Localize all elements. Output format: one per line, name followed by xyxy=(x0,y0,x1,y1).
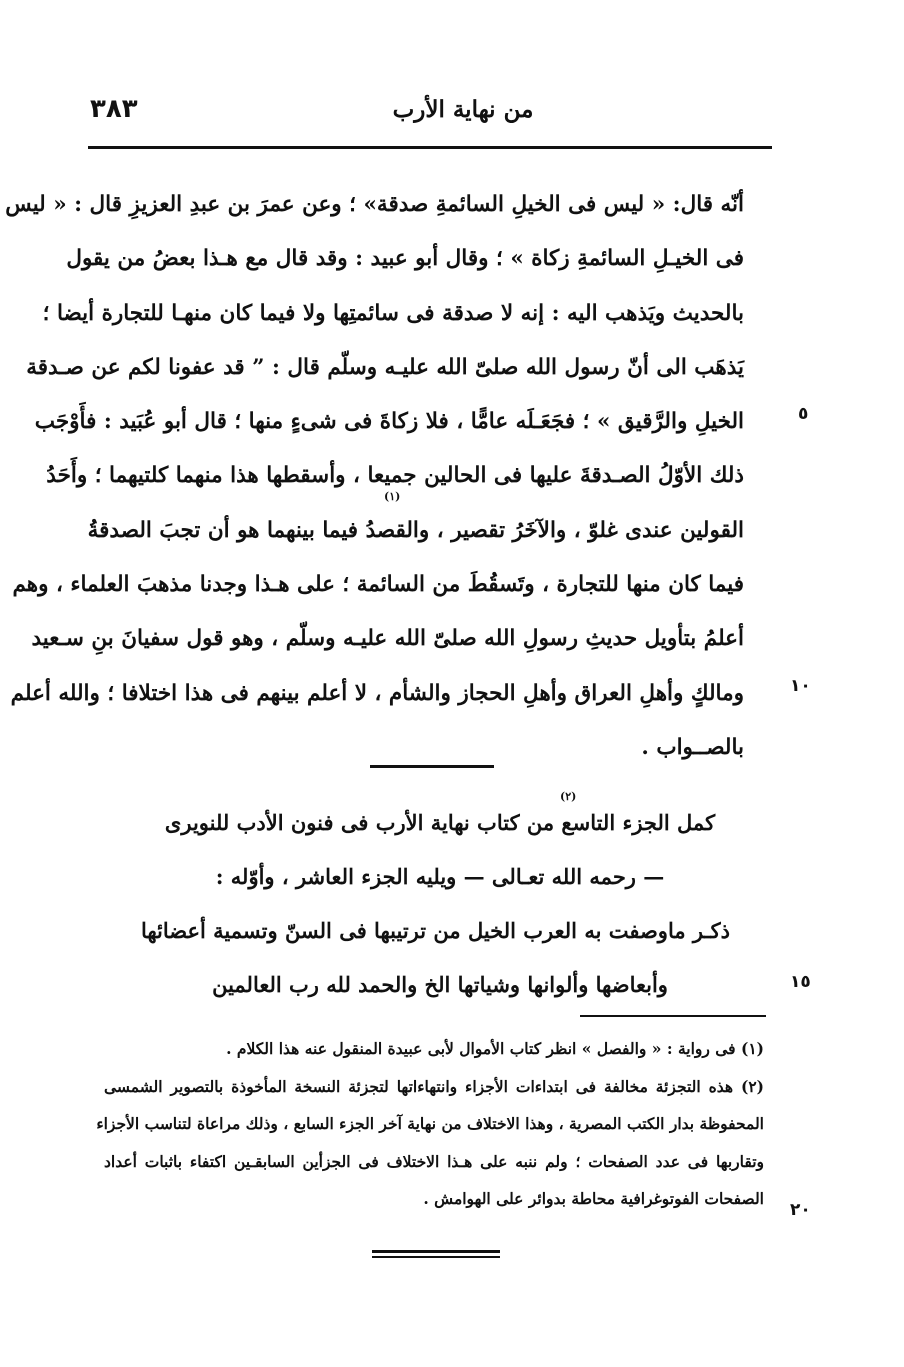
page-header xyxy=(88,92,768,136)
text-line: بالحديث ويَذهب اليه : إنه لا صدقة فى سائمتِها ولا فيما كان منهـا للتجارة أيضا ؛ xyxy=(42,300,744,326)
footnote-line: وتقاربها فى عدد الصفحات ؛ ولم ننبه على هـذا الاختلاف فى الجزأين السابقـين اكتفاء باثبات أعداد xyxy=(104,1151,764,1171)
text-line: بالصــواب . xyxy=(641,734,744,760)
line-number-15: ١٥ xyxy=(790,972,811,992)
line-number-10: ١٠ xyxy=(790,676,811,696)
line-number-5: ٥ xyxy=(798,404,809,424)
footnote-line: (١) فى رواية : « والفصل » انظر كتاب الأموال لأبى عبيدة المنقول عنه هذا الكلام . xyxy=(226,1039,764,1058)
header-rule xyxy=(88,146,772,149)
page-number: ٣٨٣ xyxy=(90,94,138,124)
main-text xyxy=(5,178,744,775)
colophon-line: كمل الجزء التاسع من كتاب نهاية الأرب فى فنون الأدب للنويرى xyxy=(164,810,716,835)
footnote-rule xyxy=(580,1015,766,1017)
footnote-line: (٢) هذه التجزئة مخالفة فى ابتداءات الأجزاء وانتهاءاتها لتجزئة النسخة المأخوذة بالتصوير الشمسى xyxy=(104,1076,764,1096)
colophon-line: وأبعاضها وألوانها وشياتها الخ والحمد لله رب العالمين xyxy=(212,972,668,997)
footnote-line: المحفوظة بدار الكتب المصرية ، وهذا الاختلاف من نهاية آخر الجزء السابع ، وذلك مراعاة لتناسب الأجزاء xyxy=(96,1114,764,1133)
footnote-mark-1: (١) xyxy=(384,490,401,503)
text-line: ذلك الأوّلُ الصـدقةَ عليها فى الحالين جميعا ، وأسقطها هذا منهما كلتيهما ؛ وأَحَدُ xyxy=(46,463,744,489)
text-line: فيما كان منها للتجارة ، وتَسقُطَ من السائمة ؛ على هـذا وجدنا مذهبَ العلماء ، وهم xyxy=(12,572,744,598)
end-rule xyxy=(372,1256,500,1258)
text-line: ومالكٍ وأهلِ العراق وأهلِ الحجاز والشأم ، لا أعلم بينهم فى هذا اختلافا ؛ والله أعلم xyxy=(10,680,744,706)
colophon xyxy=(140,796,730,1012)
text-line: يَذهَب الى أنّ رسول الله صلىّ الله عليـه وسلّم قال : ” قد عفونا لكم عن صـدقة xyxy=(26,354,744,380)
colophon-line: — رحمه الله تعـالى — ويليه الجزء العاشر ، وأوّله : xyxy=(215,864,665,889)
text-line: أنّه قال: « ليس فى الخيلِ السائمةِ صدقة» ؛ وعن عمرَ بن عبدِ العزيزِ قال : « ليس xyxy=(5,192,744,217)
text-line: القولين عندى غلوّ ، والآخَرُ تقصير ، والقصدُ فيما بينهما هو أن تجبَ الصدقةُ xyxy=(87,517,744,543)
text-line: أعلمُ بتأويل حديثِ رسولِ الله صلىّ الله عليـه وسلّم ، وهو قول سفيانَ بنِ سـعيد xyxy=(31,626,744,652)
section-divider xyxy=(370,765,494,768)
footnotes xyxy=(96,1030,764,1218)
end-rule xyxy=(372,1250,500,1253)
footnote-mark-2: (٢) xyxy=(560,790,577,803)
colophon-line: ذكـر ماوصفت به العرب الخيل من ترتيبها فى السنّ وتسمية أعضائها xyxy=(140,918,730,943)
text-line: الخيلِ والرَّقيق » ؛ فجَعَـلَه عامًّا ، فلا زكاةَ فى شىءٍ منها ؛ قال أبو عُبَيد : فأَوْجَب xyxy=(34,409,744,435)
text-line: فى الخيـلِ السائمةِ زكاة » ؛ وقال أبو عبيد : وقد قال مع هـذا بعضُ من يقول xyxy=(66,246,744,272)
footnote-line: الصفحات الفوتوغرافية محاطة بدوائر على الهوامش . xyxy=(423,1189,764,1208)
running-title: من نهاية الأرب xyxy=(392,96,534,123)
line-number-20: ٢٠ xyxy=(790,1200,811,1220)
